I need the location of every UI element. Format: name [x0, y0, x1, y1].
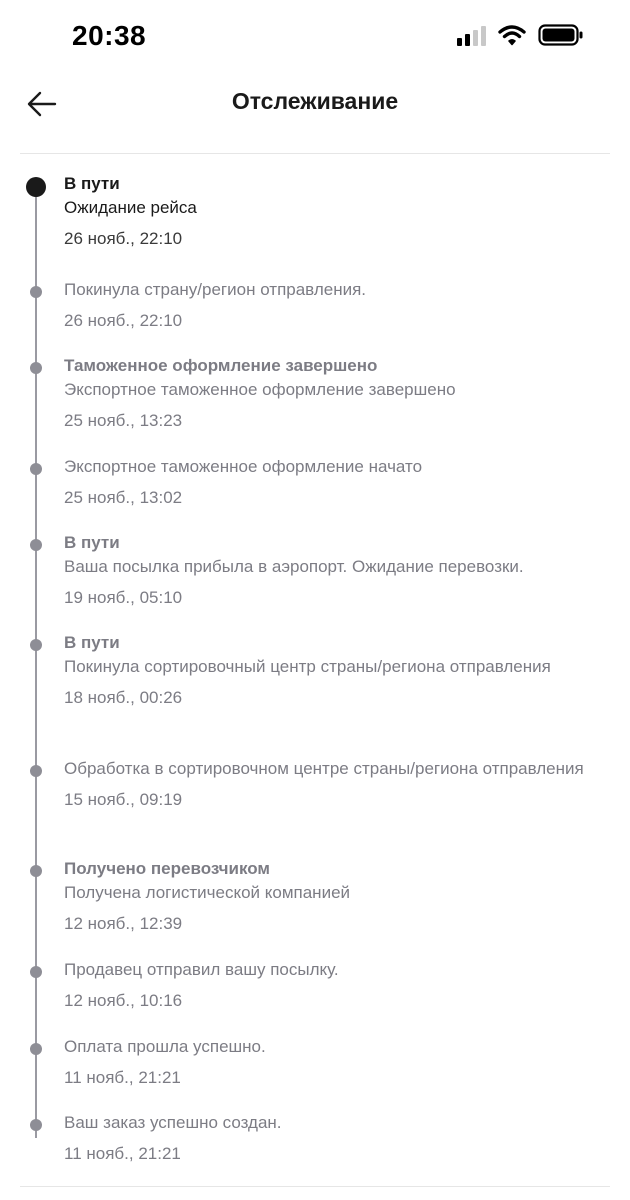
tracking-event [0, 278, 630, 354]
event-time: 11 нояб., 21:21 [64, 1144, 181, 1163]
battery-icon [538, 24, 584, 46]
tracking-event [0, 857, 630, 958]
timeline-dot [30, 286, 42, 298]
event-time: 26 нояб., 22:10 [64, 229, 183, 248]
tracking-event [0, 531, 630, 631]
event-description: Ваша посылка прибыла в аэропорт. Ожидание перевозки. [64, 557, 524, 576]
tracking-event [0, 757, 630, 857]
tracking-event [0, 1111, 630, 1171]
event-description: Экспортное таможенное оформление завершено [64, 380, 456, 399]
status-icons [457, 24, 584, 46]
page-title: Отслеживание [231, 88, 399, 114]
tracking-event [0, 172, 630, 278]
event-description: Продавец отправил вашу посылку. [64, 960, 339, 979]
event-time: 26 нояб., 22:10 [64, 311, 183, 330]
event-title: В пути [64, 633, 120, 652]
cellular-signal-icon [457, 24, 486, 46]
wifi-icon [498, 24, 526, 46]
event-time: 19 нояб., 05:10 [64, 588, 183, 607]
timeline-dot [30, 765, 42, 777]
event-description: Ваш заказ успешно создан. [64, 1113, 282, 1132]
event-time: 25 нояб., 13:23 [64, 411, 183, 430]
timeline-dot [30, 1043, 42, 1055]
event-description: Получена логистической компанией [64, 883, 351, 902]
event-time: 18 нояб., 00:26 [64, 688, 183, 707]
event-description: Экспортное таможенное оформление начато [64, 457, 423, 476]
timeline-dot [30, 539, 42, 551]
timeline-dot [30, 362, 42, 374]
event-time: 25 нояб., 13:02 [64, 488, 183, 507]
timeline-dot [30, 865, 42, 877]
timeline-dot [30, 966, 42, 978]
tracking-event [0, 631, 630, 757]
timeline-dot [30, 639, 42, 651]
tracking-event [0, 455, 630, 531]
event-title: Таможенное оформление завершено [64, 356, 378, 375]
event-title: Получено перевозчиком [64, 859, 271, 878]
event-description: Оплата прошла успешно. [64, 1037, 266, 1056]
tracking-event [0, 958, 630, 1035]
event-description: Обработка в сортировочном центре страны/региона отправления [64, 759, 584, 778]
event-description: Ожидание рейса [64, 198, 197, 217]
event-description: Покинула сортировочный центр страны/региона отправления [64, 657, 551, 676]
timeline-dot-current [26, 177, 46, 197]
tracking-event [0, 1035, 630, 1111]
timeline-dot [30, 463, 42, 475]
tracking-event [0, 354, 630, 455]
event-time: 12 нояб., 12:39 [64, 914, 183, 933]
event-time: 11 нояб., 21:21 [64, 1068, 181, 1087]
status-bar [0, 0, 630, 76]
event-description: Покинула страну/регион отправления. [64, 280, 367, 299]
status-time: 20:38 [72, 20, 147, 51]
event-time: 12 нояб., 10:16 [64, 991, 183, 1010]
event-title: В пути [64, 533, 120, 552]
timeline-dot [30, 1119, 42, 1131]
tracking-timeline [0, 172, 630, 1171]
header-divider [20, 153, 610, 154]
footer-divider [20, 1186, 610, 1187]
event-time: 15 нояб., 09:19 [64, 790, 183, 809]
event-title: В пути [64, 174, 120, 193]
nav-bar [0, 76, 630, 153]
